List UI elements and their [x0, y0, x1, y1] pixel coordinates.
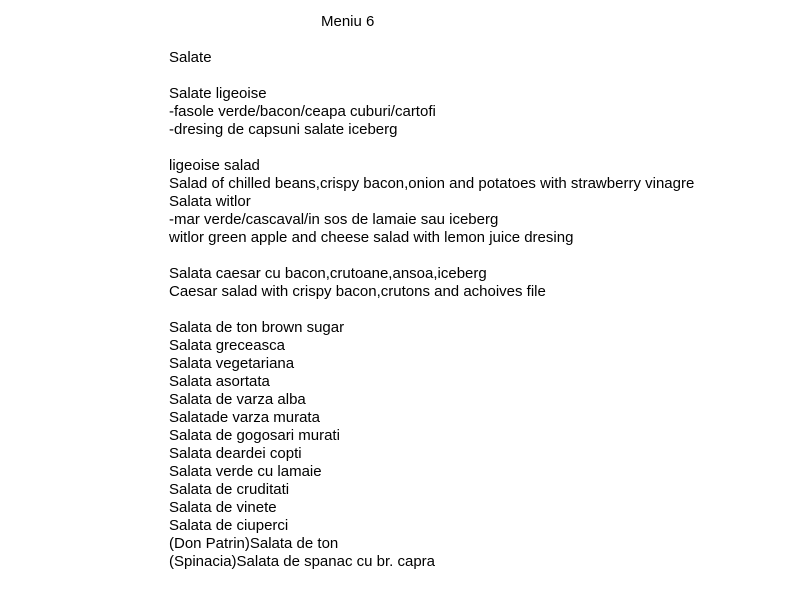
menu-line: Salad of chilled beans,crispy bacon,onion and potatoes with strawberry vinagre — [169, 175, 695, 192]
menu-line: -mar verde/cascaval/in sos de lamaie sau iceberg — [169, 211, 499, 228]
menu-line: Caesar salad with crispy bacon,crutons and achoives file — [169, 283, 546, 300]
menu-line: Salata verde cu lamaie — [169, 463, 322, 480]
menu-line: Salata de ton brown sugar — [169, 319, 345, 336]
menu-line: -dresing de capsuni salate iceberg — [169, 121, 398, 138]
menu-line: Salata de varza alba — [169, 391, 306, 408]
menu-line: (Spinacia)Salata de spanac cu br. capra — [169, 553, 435, 570]
page-title: Meniu 6 — [321, 13, 375, 30]
menu-line: Salata vegetariana — [169, 355, 295, 372]
spacer — [169, 67, 789, 85]
menu-line: ligeoise salad — [169, 157, 260, 174]
menu-line: Salata deardei copti — [169, 445, 302, 462]
menu-content — [169, 49, 789, 571]
menu-line: Salata asortata — [169, 373, 270, 390]
menu-line: Salata witlor — [169, 193, 251, 210]
menu-line: Salata de cruditati — [169, 481, 290, 498]
menu-line: Salata de gogosari murati — [169, 427, 340, 444]
spacer — [169, 247, 789, 265]
spacer — [169, 139, 789, 157]
menu-line: Salata de vinete — [169, 499, 277, 516]
menu-line: Salate ligeoise — [169, 85, 267, 102]
menu-line: Salatade varza murata — [169, 409, 320, 426]
menu-line: (Don Patrin)Salata de ton — [169, 535, 339, 552]
menu-line: Salata de ciuperci — [169, 517, 289, 534]
menu-line: Salata greceasca — [169, 337, 285, 354]
spacer — [169, 301, 789, 319]
menu-line: -fasole verde/bacon/ceapa cuburi/cartofi — [169, 103, 436, 120]
section-heading: Salate — [169, 49, 212, 66]
menu-line: witlor green apple and cheese salad with lemon juice dresing — [169, 229, 574, 246]
menu-line: Salata caesar cu bacon,crutoane,ansoa,iceberg — [169, 265, 487, 282]
